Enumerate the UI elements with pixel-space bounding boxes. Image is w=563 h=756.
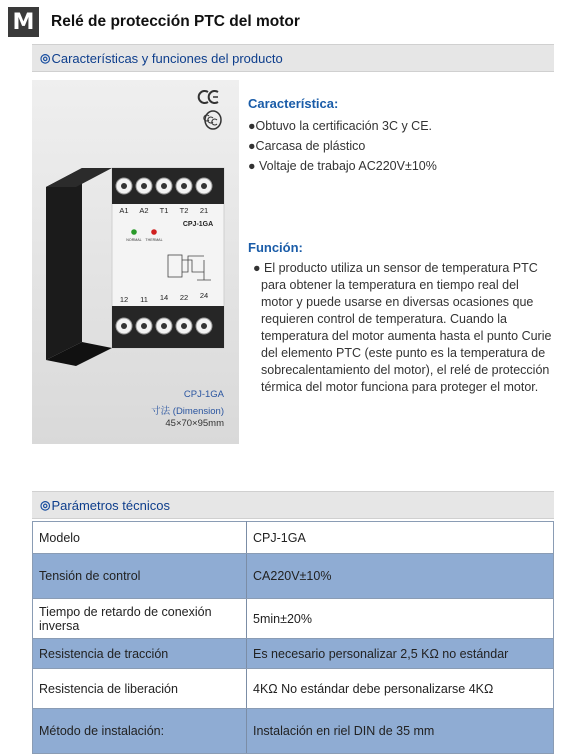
- caption-model: CPJ-1GA: [183, 389, 224, 400]
- table-row: [33, 599, 554, 639]
- feature-item: ●Obtuvo la certificación 3C y CE.: [248, 119, 433, 133]
- thermal-led-icon: [151, 229, 157, 235]
- param-key: Tensión de control: [33, 554, 247, 599]
- funcion-block: [248, 240, 553, 396]
- table-row: [33, 554, 554, 599]
- caption-dimension-label: 寸法 (Dimension): [151, 406, 224, 417]
- led-label: THERMAL: [145, 238, 163, 242]
- features-section-title: Características y funciones del producto: [51, 50, 283, 66]
- param-value: CPJ-1GA: [247, 522, 554, 554]
- double-circle-icon: ◎: [40, 51, 51, 65]
- table-row: [33, 639, 554, 669]
- led-label: NORMAL: [126, 238, 142, 242]
- table-row: [33, 522, 554, 554]
- terminal-label: T1: [159, 206, 169, 215]
- param-key: Resistencia de tracción: [33, 639, 247, 669]
- terminal-label: 11: [140, 295, 148, 304]
- param-value: 4KΩ No estándar debe personalizarse 4KΩ: [247, 669, 554, 709]
- table-row: [33, 709, 554, 754]
- funcion-text: ● El producto utiliza un sensor de temperatura PTC para obtener la temperatura en tiempo real del motor y puede usarse en diversas ocasiones que requieren control de temperatura. Cuando la temperatura del motor aumenta hasta el punto Curie del elemento PTC (este punto es la temperatura de sobrecalentamiento del motor), el relé de protección térmica del motor funciona para proteger el motor.: [253, 261, 552, 394]
- param-key: Método de instalación:: [33, 709, 247, 754]
- param-value: CA220V±10%: [247, 554, 554, 599]
- param-key: Resistencia de liberación: [33, 669, 247, 709]
- params-table: [32, 521, 554, 754]
- ce-mark-icon: [199, 91, 218, 103]
- page-header: [8, 7, 300, 37]
- param-key: Tiempo de retardo de conexión inversa: [33, 599, 247, 639]
- normal-led-icon: [131, 229, 137, 235]
- param-key: Modelo: [33, 522, 247, 554]
- device-model-label: CPJ-1GA: [182, 221, 214, 228]
- ccc-mark-icon: [204, 111, 221, 129]
- page-title: Relé de protección PTC del motor: [51, 13, 300, 30]
- terminal-label: 24: [199, 291, 209, 300]
- terminal-label: 21: [199, 206, 209, 215]
- terminal-label: A1: [119, 206, 129, 215]
- product-image: [32, 80, 239, 444]
- funcion-title: Función:: [248, 240, 303, 255]
- params-section-title: Parámetros técnicos: [51, 497, 170, 513]
- terminal-label: 22: [179, 293, 189, 302]
- terminal-label: 14: [159, 293, 169, 302]
- param-value: Instalación en riel DIN de 35 mm: [247, 709, 554, 754]
- param-value: Es necesario personalizar 2,5 KΩ no estándar: [247, 639, 554, 669]
- feature-item: ● Voltaje de trabajo AC220V±10%: [248, 159, 437, 173]
- caracteristica-title: Característica:: [248, 96, 339, 111]
- section-badge: M: [8, 7, 39, 37]
- double-circle-icon: ◎: [40, 498, 51, 512]
- terminal-label: A2: [139, 206, 149, 215]
- caption-dimension-value: 45×70×95mm: [165, 418, 224, 429]
- caracteristica-block: [248, 96, 553, 176]
- table-row: [33, 669, 554, 709]
- param-value: 5min±20%: [247, 599, 554, 639]
- terminal-label: 12: [119, 295, 129, 304]
- terminal-label: T2: [179, 206, 189, 215]
- feature-item: ●Carcasa de plástico: [248, 139, 366, 153]
- params-section-header: [32, 491, 554, 519]
- features-section-header: [32, 44, 554, 72]
